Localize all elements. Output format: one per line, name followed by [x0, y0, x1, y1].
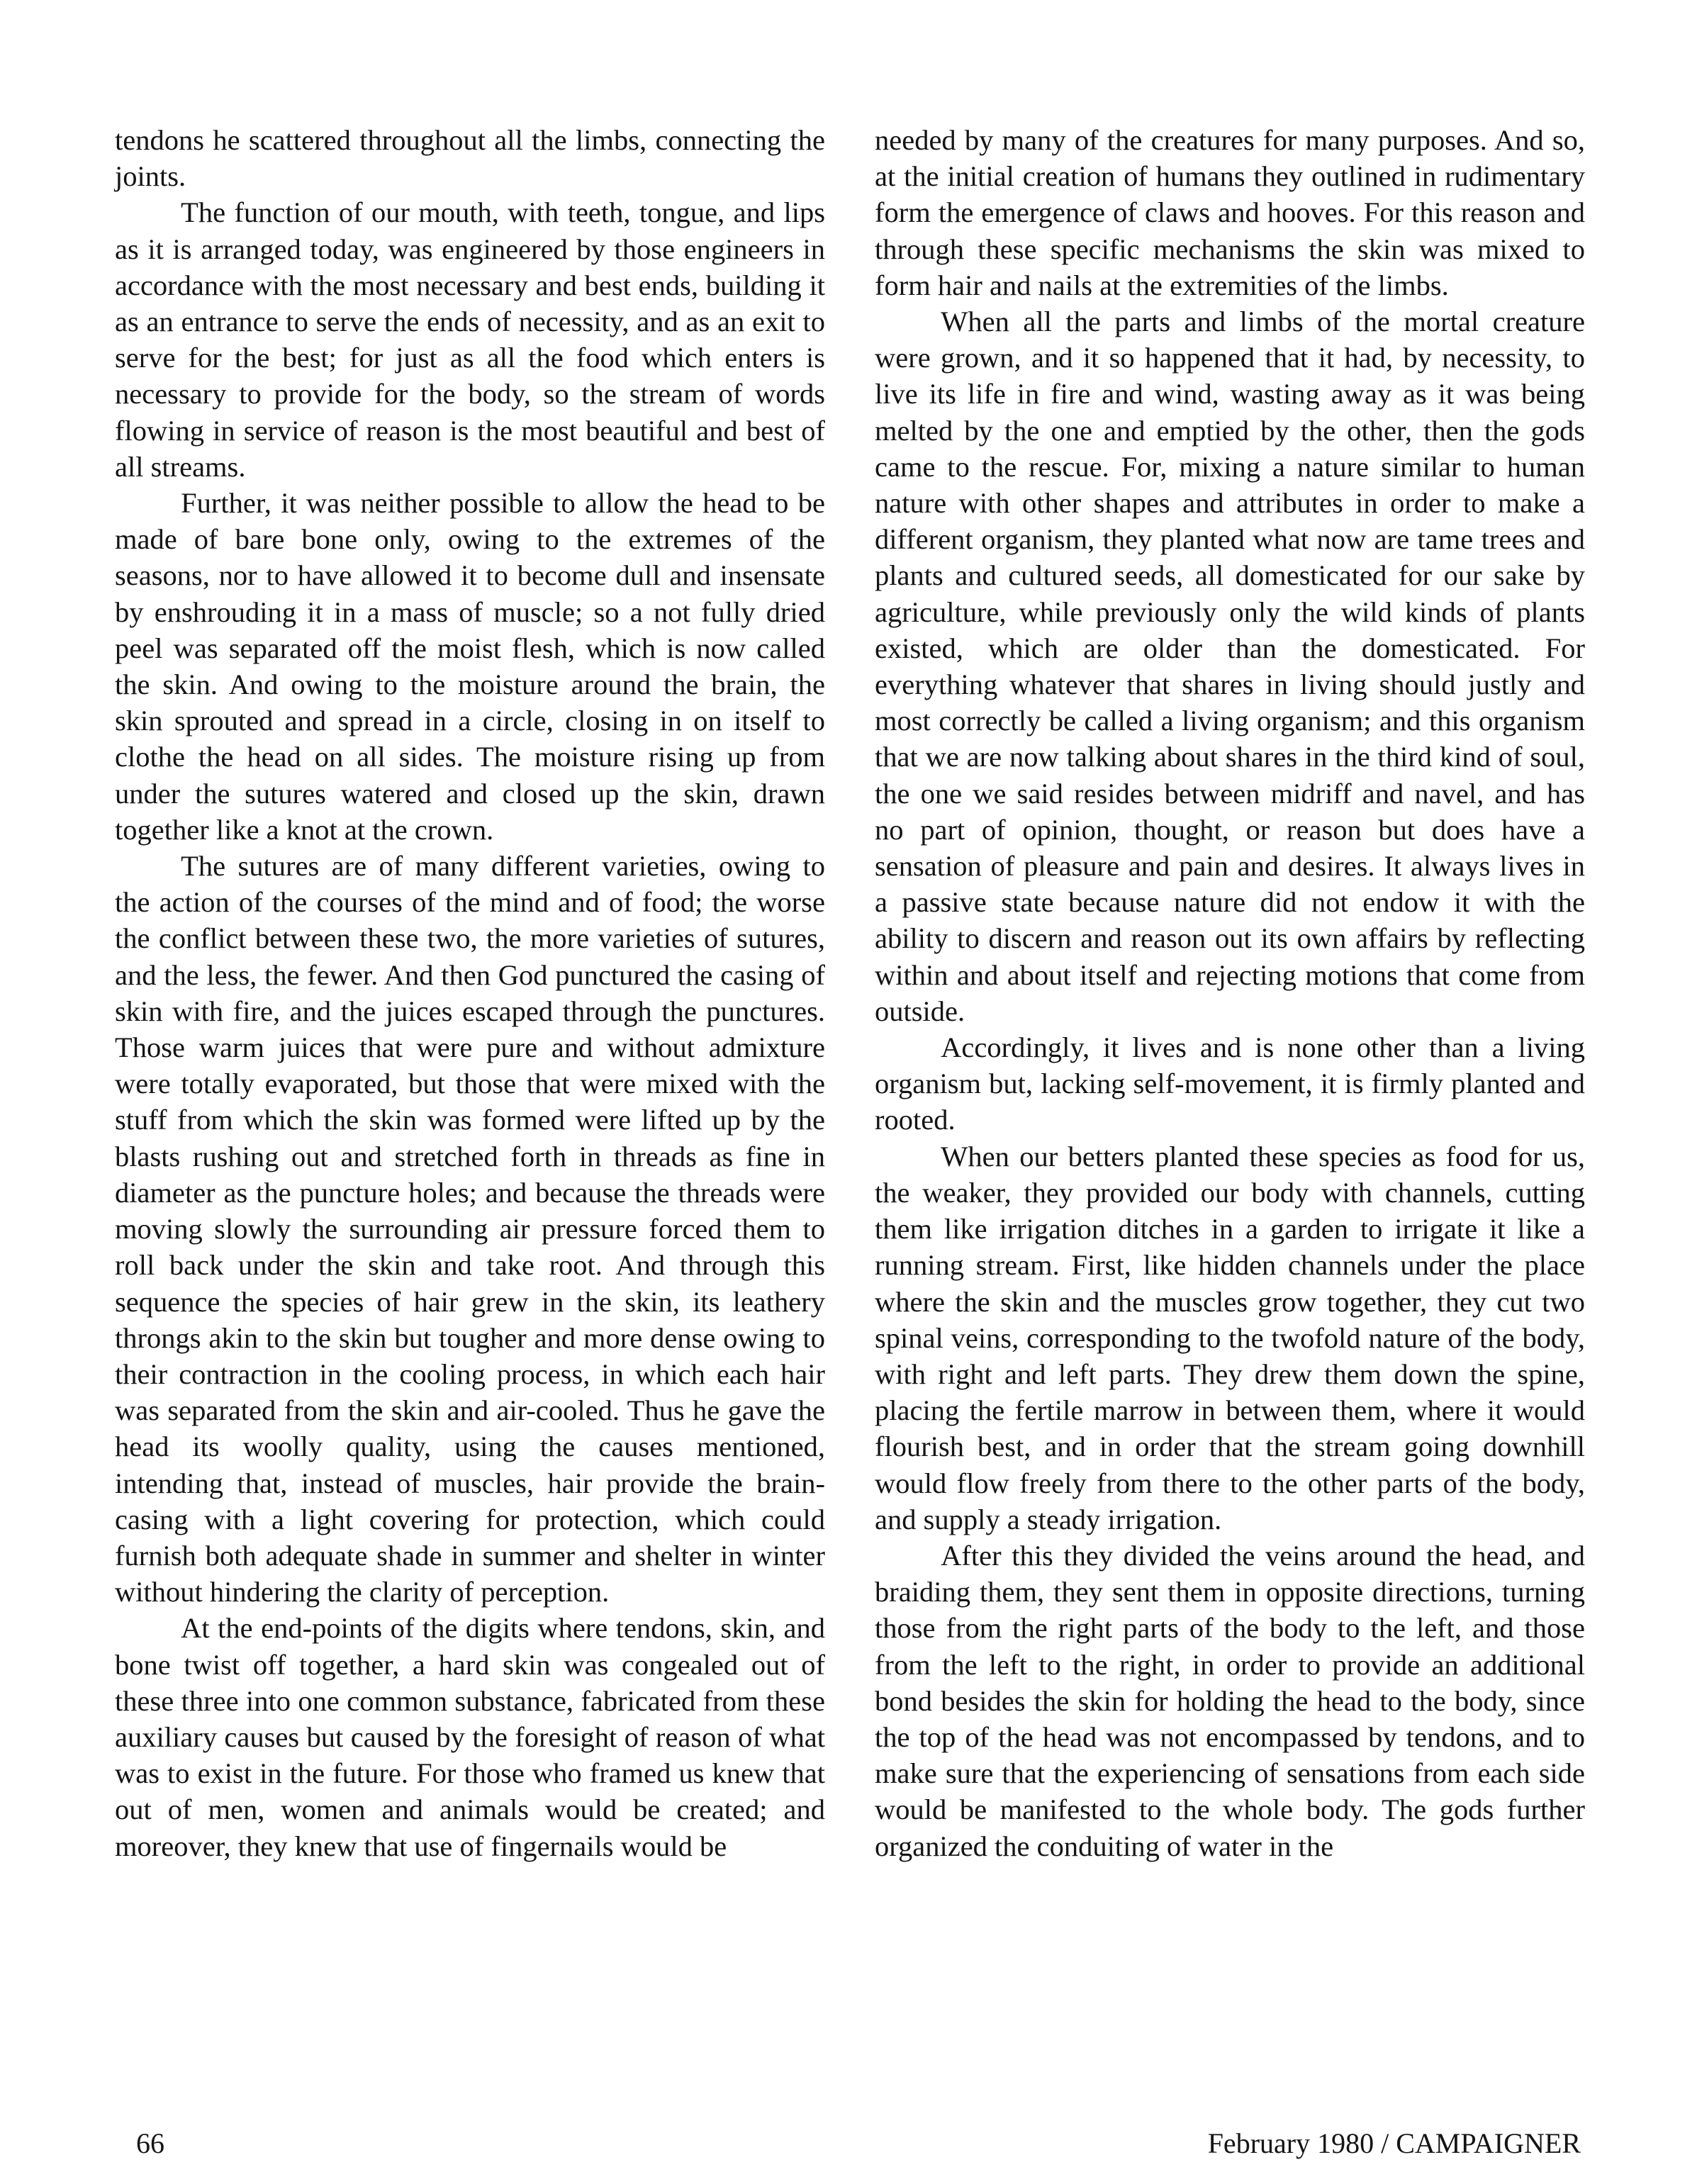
- paragraph: needed by many of the creatures for many purposes. And so, at the initial creation of humans they outlined in rudimentary form the emergence of claws and hooves. For this reason and through these specific mechanisms the skin was mixed to form hair and nails at the extremities of the limbs.: [875, 124, 1585, 301]
- paragraph: The function of our mouth, with teeth, tongue, and lips as it is arranged today, was engineered by those engineers in accordance with the most necessary and best ends, building it as an entrance to serve the ends of necessity, and as an exit to serve for the best; for just as all the food which enters is necessary to provide for the body, so the stream of words flowing in service of reason is the most beautiful and best of all streams.: [115, 196, 825, 483]
- right-column: [875, 122, 1585, 1864]
- paragraph: When all the parts and limbs of the mortal creature were grown, and it so happened that it had, by necessity, to live its life in fire and wind, wasting away as it was being melted by the one and emptied by the other, then the gods came to the rescue. For, mixing a nature similar to human nature with other shapes and attributes in order to make a different organism, they planted what now are tame trees and plants and cultured seeds, all domesticated for our sake by agriculture, while previously only the wild kinds of plants existed, which are older than the domesticated. For everything whatever that shares in living should justly and most correctly be called a living organism; and this organism that we are now talking about shares in the third kind of soul, the one we said resides between midriff and navel, and has no part of opinion, thought, or reason but does have a sensation of pleasure and pain and desires. It always lives in a passive state because nature did not endow it with the ability to discern and reason out its own affairs by reflecting within and about itself and rejecting motions that come from outside.: [875, 306, 1585, 1027]
- paragraph: At the end-points of the digits where tendons, skin, and bone twist off together, a hard skin was congealed out of these three into one common substance, fabricated from these auxiliary causes but caused by the foresight of reason of what was to exist in the future. For those who framed us knew that out of men, women and animals would be created; and moreover, they knew that use of fingernails would be: [115, 1612, 825, 1862]
- paragraph: After this they divided the veins around the head, and braiding them, they sent them in opposite directions, turning those from the right parts of the body to the left, and those from the left to the right, in order to provide an additional bond besides the skin for holding the head to the body, since the top of the head was not encompassed by tendons, and to make sure that the experiencing of sensations from each side would be manifested to the whole body. The gods further organized the conduiting of water in the: [875, 1539, 1585, 1862]
- page-number: 66: [136, 2127, 164, 2159]
- paragraph: Further, it was neither possible to allow the head to be made of bare bone only, owing to the extremes of the seasons, nor to have allowed it to become dull and insensate by enshrouding it in a mass of muscle; so a not fully dried peel was separated off the moist flesh, which is now called the skin. And owing to the moisture around the brain, the skin sprouted and spread in a circle, closing in on itself to clothe the head on all sides. The moisture rising up from under the sutures watered and closed up the skin, drawn together like a knot at the crown.: [115, 487, 825, 846]
- running-footer: February 1980 / CAMPAIGNER: [1207, 2127, 1581, 2159]
- paragraph: Accordingly, it lives and is none other than a living organism but, lacking self-movement, it is firmly planted and rooted.: [875, 1031, 1585, 1136]
- left-column: [115, 122, 825, 1864]
- paragraph: When our betters planted these species as food for us, the weaker, they provided our body with channels, cutting them like irrigation ditches in a garden to irrigate it like a running stream. First, like hidden channels under the place where the skin and the muscles grow together, they cut two spinal veins, corresponding to the twofold nature of the body, with right and left parts. They drew them down the spine, placing the fertile marrow in between them, where it would flourish best, and in order that the stream going downhill would flow freely from there to the other parts of the body, and supply a steady irrigation.: [875, 1140, 1585, 1535]
- paragraph: The sutures are of many different varieties, owing to the action of the courses of the mind and of food; the worse the conflict between these two, the more varieties of sutures, and the less, the fewer. And then God punctured the casing of skin with fire, and the juices escaped through the punctures. Those warm juices that were pure and without admixture were totally evaporated, but those that were mixed with the stuff from which the skin was formed were lifted up by the blasts rushing out and stretched forth in threads as fine in diameter as the puncture holes; and because the threads were moving slowly the surrounding air pressure forced them to roll back under the skin and take root. And through this sequence the species of hair grew in the skin, its leathery throngs akin to the skin but tougher and more dense owing to their contraction in the cooling process, in which each hair was separated from the skin and air-cooled. Thus he gave the head its woolly quality, using the causes mentioned, intending that, instead of muscles, hair provide the brain-casing with a light covering for protection, which could furnish both adequate shade in summer and shelter in winter without hindering the clarity of perception.: [115, 850, 825, 1608]
- paragraph: tendons he scattered throughout all the limbs, connecting the joints.: [115, 124, 825, 193]
